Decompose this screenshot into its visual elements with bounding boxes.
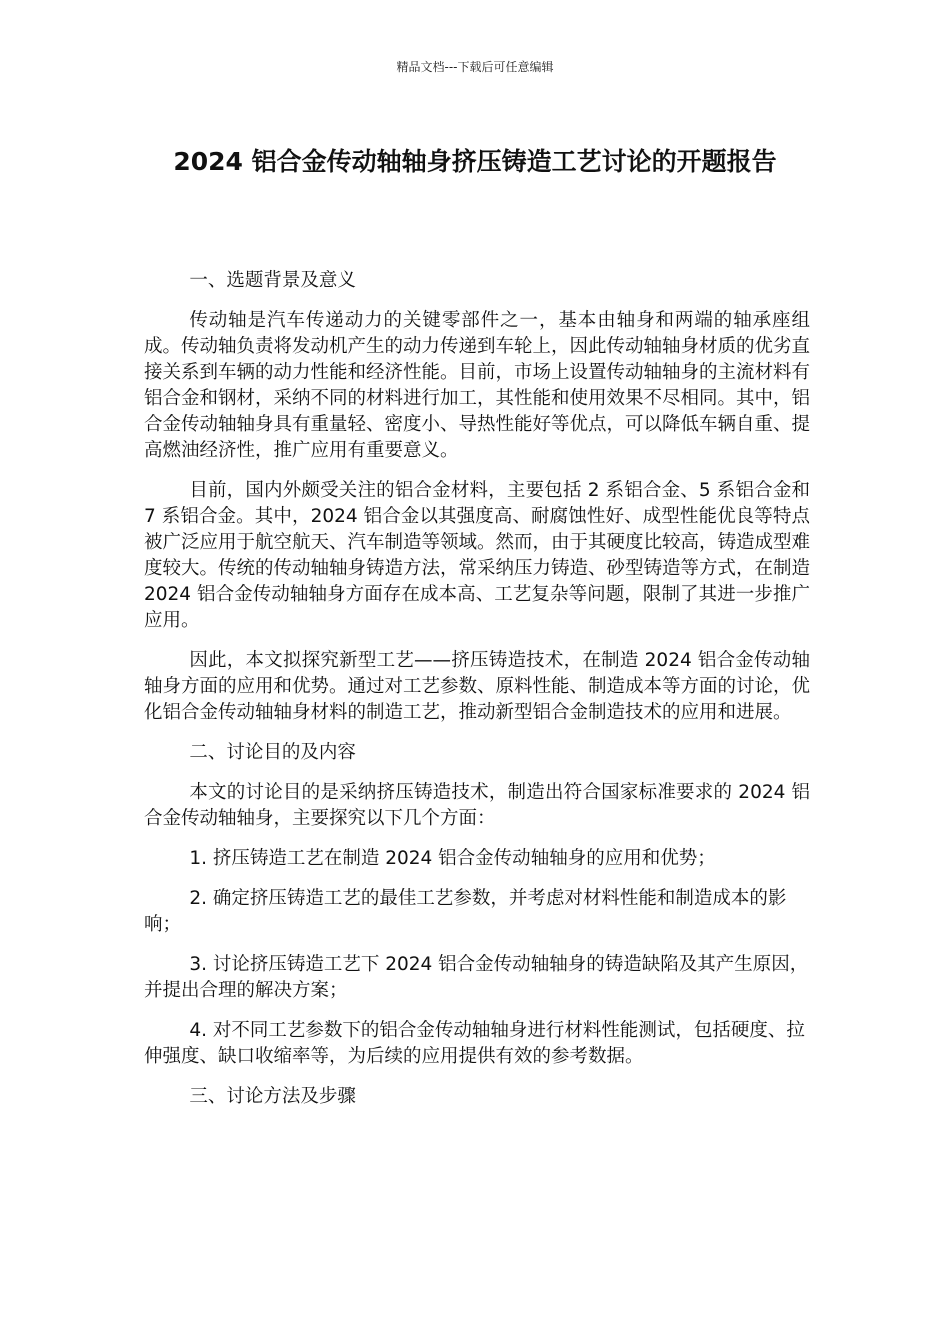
section-heading-2: 二、讨论目的及内容 [189,742,356,763]
list-item-4: 4. 对不同工艺参数下的铝合金传动轴轴身进行材料性能测试，包括硬度、拉伸强度、缺口收缩率等，为后续的应用提供有效的参考数据。 [144,1020,805,1067]
list-item-2: 2. 确定挤压铸造工艺的最佳工艺参数，并考虑对材料性能和制造成本的影响； [144,888,787,935]
paragraph-2-1: 本文的讨论目的是采纳挤压铸造技术，制造出符合国家标准要求的 2024 铝合金传动轴轴身，主要探究以下几个方面： [144,782,810,829]
page-header: 精品文档---下载后可任意编辑 [396,60,554,74]
list-item-3: 3. 讨论挤压铸造工艺下 2024 铝合金传动轴轴身的铸造缺陷及其产生原因，并提出合理的解决方案； [144,954,809,1001]
section-heading-1: 一、选题背景及意义 [189,270,356,291]
paragraph-1-2: 目前，国内外颇受关注的铝合金材料，主要包括 2 系铝合金、5 系铝合金和 7 系铝合金。其中，2024 铝合金以其强度高、耐腐蚀性好、成型性能优良等特点被广泛应用于航空航天、汽车制造等领域。然而，由于其硬度比较高，铸造成型难度较大。传统的传动轴轴身铸造方法，常采纳压力铸造、砂型铸造等方式，在制造 2024 铝合金传动轴轴身方面存在成本高、工艺复杂等问题，限制了其进一步推广应用。 [144,480,811,631]
section-heading-3: 三、讨论方法及步骤 [189,1086,356,1107]
paragraph-1-3: 因此，本文拟探究新型工艺——挤压铸造技术，在制造 2024 铝合金传动轴轴身方面的应用和优势。通过对工艺参数、原料性能、制造成本等方面的讨论，优化铝合金传动轴轴身材料的制造工艺，推动新型铝合金制造技术的应用和进展。 [144,650,811,723]
document-title: 2024 铝合金传动轴轴身挤压铸造工艺讨论的开题报告 [173,147,777,176]
document-body [144,268,810,1124]
list-item-1: 1. 挤压铸造工艺在制造 2024 铝合金传动轴轴身的应用和优势； [189,848,716,869]
paragraph-1-1: 传动轴是汽车传递动力的关键零部件之一，基本由轴身和两端的轴承座组成。传动轴负责将发动机产生的动力传递到车轮上，因此传动轴轴身材质的优劣直接关系到车辆的动力性能和经济性能。目前，市场上设置传动轴轴身的主流材料有铝合金和钢材，采纳不同的材料进行加工，其性能和使用效果不尽相同。其中，铝合金传动轴轴身具有重量轻、密度小、导热性能好等优点，可以降低车辆自重、提高燃油经济性，推广应用有重要意义。 [144,310,811,461]
